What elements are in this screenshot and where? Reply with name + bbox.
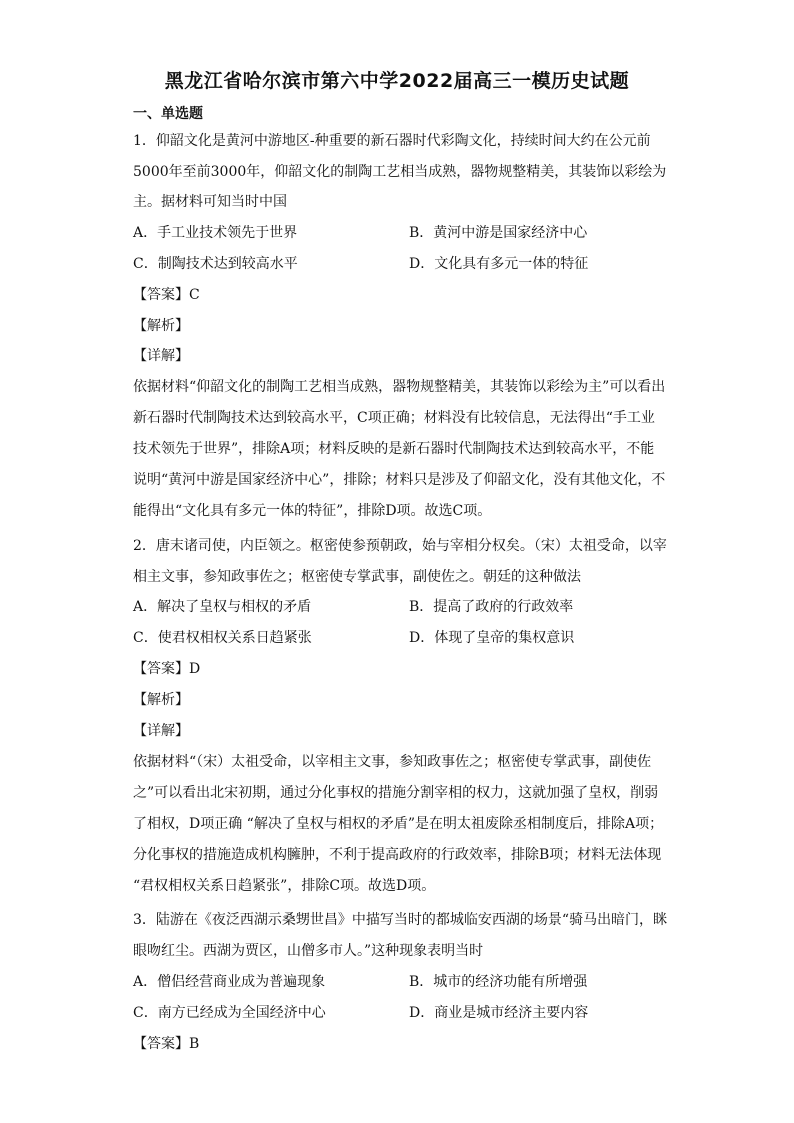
- question-1-option-a: A．手工业技术领先于世界: [133, 225, 298, 241]
- question-1-answer: 【答案】C: [133, 287, 200, 303]
- question-2-option-a: A．解决了皇权与相权的矛盾: [133, 599, 312, 615]
- question-2-answer: 【答案】D: [133, 661, 201, 677]
- question-1-option-b: B．黄河中游是国家经济中心: [409, 225, 588, 241]
- question-1-detail-line: 依据材料“仰韶文化的制陶工艺相当成熟，器物规整精美，其装饰以彩绘为主”可以看出: [133, 379, 666, 395]
- question-2-detail-line: 之”可以看出北宋初期，通过分化事权的措施分割宰相的权力，这就加强了皇权，削弱: [133, 785, 659, 801]
- question-1-detail-label: 【详解】: [133, 348, 189, 364]
- question-2-detail-line: 分化事权的措施造成机构臃肿，不利于提高政府的行政效率，排除B项；材料无法体现: [133, 847, 662, 863]
- question-3-stem-line: 3．陆游在《夜泛西湖示桑甥世昌》中描写当时的都城临安西湖的场景“骑马出暗门，眯: [133, 912, 668, 928]
- question-1-detail-line: 新石器时代制陶技术达到较高水平，C项正确；材料没有比较信息，无法得出“手工业: [133, 410, 655, 426]
- question-2-detail-line: 了相权，D项正确 “解决了皇权与相权的矛盾”是在明太祖废除丞相制度后，排除A项；: [133, 816, 664, 832]
- question-3-stem-line: 眼吻红尘。西湖为贾区，山僧多市人。”这种现象表明当时: [133, 943, 484, 959]
- question-2-stem-line: 2．唐末诸司使，内臣领之。枢密使参预朝政，始与宰相分权矣。（宋）太祖受命，以宰: [133, 538, 667, 554]
- question-1-option-c: C．制陶技术达到较高水平: [133, 256, 298, 272]
- question-3-option-c: C．南方已经成为全国经济中心: [133, 1005, 326, 1021]
- question-2-stem-line: 相主文事，参知政事佐之；枢密使专掌武事，副使佐之。朝廷的这种做法: [133, 569, 581, 585]
- page-title: 黑龙江省哈尔滨市第六中学2022届高三一模历史试题: [164, 70, 630, 92]
- question-1-detail-line: 能得出“文化具有多元一体的特征”，排除D项。故选C项。: [133, 503, 492, 519]
- question-1-detail-line: 技术领先于世界”，排除A项；材料反映的是新石器时代制陶技术达到较高水平，不能: [133, 441, 655, 457]
- question-3-option-d: D．商业是城市经济主要内容: [409, 1005, 589, 1021]
- question-2-option-b: B．提高了政府的行政效率: [409, 599, 574, 615]
- question-1-detail-line: 说明“黄河中游是国家经济中心”，排除；材料只是涉及了仰韶文化，没有其他文化，不: [133, 472, 666, 488]
- question-1-analysis-label: 【解析】: [133, 318, 189, 334]
- question-1-stem-line: 主。据材料可知当时中国: [133, 194, 287, 210]
- question-2-option-d: D．体现了皇帝的集权意识: [409, 630, 575, 646]
- question-3-option-b: B．城市的经济功能有所增强: [409, 974, 588, 990]
- question-2-detail-label: 【详解】: [133, 723, 189, 739]
- question-3-option-a: A．僧侣经营商业成为普遍现象: [133, 974, 326, 990]
- question-2-detail-line: 依据材料“（宋）太祖受命，以宰相主文事，参知政事佐之；枢密使专掌武事，副使佐: [133, 754, 652, 770]
- question-1-option-d: D．文化具有多元一体的特征: [409, 256, 589, 272]
- question-2-detail-line: “君权相权关系日趋紧张”，排除C项。故选D项。: [133, 878, 436, 894]
- question-2-option-c: C．使君权相权关系日趋紧张: [133, 630, 312, 646]
- question-1-stem-line: 5000年至前3000年，仰韶文化的制陶工艺相当成熟，器物规整精美，其装饰以彩绘为: [133, 164, 667, 180]
- question-1-stem-line: 1．仰韶文化是黄河中游地区-种重要的新石器时代彩陶文化，持续时间大约在公元前: [133, 133, 651, 149]
- question-2-analysis-label: 【解析】: [133, 692, 189, 708]
- question-3-answer: 【答案】B: [133, 1036, 200, 1052]
- section-heading: 一、单选题: [133, 106, 203, 122]
